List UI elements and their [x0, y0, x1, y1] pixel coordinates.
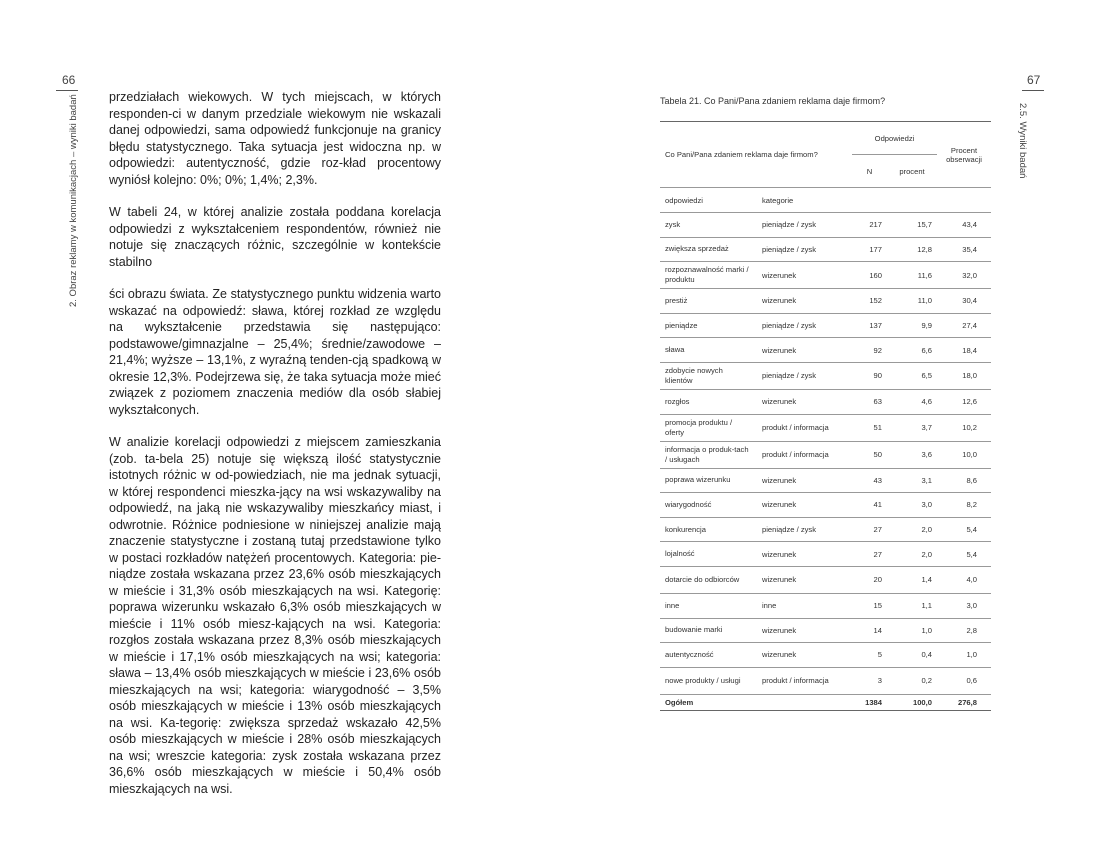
table-total-row: [660, 694, 991, 710]
row-category: produkt / informacja: [757, 667, 852, 694]
row-percent: 0,2: [887, 667, 937, 694]
row-n: 3: [852, 667, 887, 694]
row-percent: 12,8: [887, 237, 937, 262]
table-row: [660, 213, 991, 238]
left-body-text: [109, 89, 441, 813]
row-observation-percent: 0,6: [937, 667, 991, 694]
row-answer: zysk: [660, 213, 757, 238]
table-row: [660, 493, 991, 518]
row-n: 177: [852, 237, 887, 262]
row-category: wizerunek: [757, 468, 852, 493]
row-n: 92: [852, 338, 887, 363]
table-row: [660, 313, 991, 338]
total-observation-percent: 276,8: [937, 694, 991, 710]
table-row: [660, 338, 991, 363]
row-n: 41: [852, 493, 887, 518]
table-row: [660, 593, 991, 618]
obs-header: Procent obserwacji: [937, 122, 991, 188]
row-category: pieniądze / zysk: [757, 313, 852, 338]
category-col-label: kategorie: [757, 188, 852, 213]
row-observation-percent: 1,0: [937, 643, 991, 668]
row-category: wizerunek: [757, 643, 852, 668]
table-row: [660, 362, 991, 389]
row-percent: 2,0: [887, 542, 937, 567]
row-category: wizerunek: [757, 262, 852, 289]
row-observation-percent: 18,4: [937, 338, 991, 363]
row-answer: dotarcie do odbiorców: [660, 566, 757, 593]
row-percent: 3,7: [887, 414, 937, 441]
row-category: wizerunek: [757, 389, 852, 414]
table-row: [660, 566, 991, 593]
table-row: [660, 468, 991, 493]
row-category: produkt / informacja: [757, 441, 852, 468]
row-observation-percent: 18,0: [937, 362, 991, 389]
total-n: 1384: [852, 694, 887, 710]
row-percent: 1,1: [887, 593, 937, 618]
row-percent: 1,4: [887, 566, 937, 593]
row-observation-percent: 5,4: [937, 517, 991, 542]
row-n: 50: [852, 441, 887, 468]
running-head-right: 2.5. Wyniki badań: [1017, 103, 1028, 179]
row-observation-percent: 10,0: [937, 441, 991, 468]
row-n: 20: [852, 566, 887, 593]
table-header-row: [660, 122, 991, 155]
running-head-left: 2. Obraz reklamy w komunikacjach – wyniki badań: [68, 94, 79, 307]
row-answer: prestiż: [660, 289, 757, 314]
row-answer: poprawa wizerunku: [660, 468, 757, 493]
row-percent: 0,4: [887, 643, 937, 668]
row-percent: 11,0: [887, 289, 937, 314]
row-percent: 11,6: [887, 262, 937, 289]
table-caption: Tabela 21. Co Pani/Pana zdaniem reklama daje firmom?: [660, 96, 886, 106]
row-answer: rozgłos: [660, 389, 757, 414]
row-category: wizerunek: [757, 542, 852, 567]
table-row: [660, 618, 991, 643]
row-n: 15: [852, 593, 887, 618]
row-percent: 1,0: [887, 618, 937, 643]
row-category: pieniądze / zysk: [757, 517, 852, 542]
row-category: produkt / informacja: [757, 414, 852, 441]
row-percent: 9,9: [887, 313, 937, 338]
row-observation-percent: 3,0: [937, 593, 991, 618]
row-category: pieniądze / zysk: [757, 213, 852, 238]
row-observation-percent: 32,0: [937, 262, 991, 289]
paragraph: W analizie korelacji odpowiedzi z miejscem zamieszkania (zob. ta-bela 25) notuje się większą ilość statystycznie istotnych różnic w od-powiedziach, nie ma jednak sytuacji, w której respondenci mieszka-jący na wsi wskazywaliby na odpowiedź, na jaką nie wskazywaliby mieszkańcy miast, i odwrotnie. Różnice podniesione w niniejszej analizie mają znaczenie statystyczne i zostaną tutaj przedstawione tylko w postaci rozkładów natężeń procentowych. Kategoria: pie-niądze została wskazana przez 23,6% osób mieszkających w mieście i 31,3% osób mieszkających na wsi. Kategorię: poprawa wizerunku wskazało 6,3% osób mieszkających w mieście i 11% osób miesz-kających na wsi. Kategoria: rozgłos została wskazana przez 8,3% osób mieszkających w mieście i 17,1% osób mieszkających na wsi; kategoria: sława – 13,4% osób mieszkających w mieście i 23,6% osób mieszkających na wsi; kategoria: wiarygodność – 3,5% osób mieszkających w mieście i 13% osób mieszkających na wsi. Ka-tegorię: zwiększa sprzedaż wskazało 42,5% osób mieszkających w mieście i 28% osób mieszkających na wsi; wreszcie kategoria: zysk została wskazana przez 36,6% osób mieszkających w mieście i 50,4% osób mieszkających na wsi.: [109, 435, 441, 796]
row-answer: wiarygodność: [660, 493, 757, 518]
total-empty: [757, 694, 852, 710]
paragraph: W tabeli 24, w której analizie została poddana korelacja odpowiedzi z wykształceniem respondentów, również nie notuje się znaczących różnic, szczególnie w kontekście stabilno: [109, 205, 441, 269]
page-number-rule-right: [1022, 90, 1044, 91]
row-answer: nowe produkty / usługi: [660, 667, 757, 694]
row-percent: 3,1: [887, 468, 937, 493]
row-n: 51: [852, 414, 887, 441]
row-answer: lojalność: [660, 542, 757, 567]
row-observation-percent: 4,0: [937, 566, 991, 593]
row-observation-percent: 2,8: [937, 618, 991, 643]
column-label-row: [660, 188, 991, 213]
row-answer: budowanie marki: [660, 618, 757, 643]
row-percent: 3,0: [887, 493, 937, 518]
page-number-left: 66: [62, 73, 76, 87]
row-n: 27: [852, 542, 887, 567]
row-n: 43: [852, 468, 887, 493]
row-observation-percent: 35,4: [937, 237, 991, 262]
row-answer: rozpoznawalność marki / produktu: [660, 262, 757, 289]
table-row: [660, 542, 991, 567]
table-row: [660, 643, 991, 668]
row-category: wizerunek: [757, 289, 852, 314]
paragraph: przedziałach wiekowych. W tych miejscach, w których responden-ci w danym przedziale wiekowym nie wskazali danej odpowiedzi, sama odpowiedź funkcjonuje na granicy błędu statystycznego. Taka sytuacja jest widoczna np. w odpowiedzi: autentyczność, gdzie roz-kład procentowy wyniósł kolejno: 0%; 0%; 1,4%; 2,3%.: [109, 90, 441, 187]
row-n: 63: [852, 389, 887, 414]
row-observation-percent: 30,4: [937, 289, 991, 314]
row-n: 217: [852, 213, 887, 238]
table-row: [660, 517, 991, 542]
row-answer: autentyczność: [660, 643, 757, 668]
row-n: 152: [852, 289, 887, 314]
row-answer: zdobycie nowych klientów: [660, 362, 757, 389]
row-category: wizerunek: [757, 338, 852, 363]
row-observation-percent: 8,2: [937, 493, 991, 518]
row-n: 137: [852, 313, 887, 338]
row-n: 5: [852, 643, 887, 668]
row-answer: informacja o produk-tach / usługach: [660, 441, 757, 468]
row-observation-percent: 8,6: [937, 468, 991, 493]
row-answer: promocja produktu / oferty: [660, 414, 757, 441]
row-n: 90: [852, 362, 887, 389]
row-answer: zwiększa sprzedaż: [660, 237, 757, 262]
table-row: [660, 262, 991, 289]
group-header: Odpowiedzi: [852, 122, 937, 155]
table-row: [660, 289, 991, 314]
row-n: 160: [852, 262, 887, 289]
table-row: [660, 441, 991, 468]
table-row: [660, 389, 991, 414]
table-row: [660, 237, 991, 262]
row-percent: 6,6: [887, 338, 937, 363]
row-observation-percent: 5,4: [937, 542, 991, 567]
question-header: Co Pani/Pana zdaniem reklama daje firmom?: [660, 122, 852, 188]
row-category: wizerunek: [757, 493, 852, 518]
page-number-right: 67: [1027, 73, 1041, 87]
row-n: 14: [852, 618, 887, 643]
row-answer: konkurencja: [660, 517, 757, 542]
row-observation-percent: 12,6: [937, 389, 991, 414]
answer-col-label: odpowiedzi: [660, 188, 757, 213]
row-percent: 3,6: [887, 441, 937, 468]
table-row: [660, 414, 991, 441]
row-category: wizerunek: [757, 566, 852, 593]
results-table: [660, 121, 991, 711]
n-header: N: [852, 155, 887, 188]
table-row: [660, 667, 991, 694]
row-category: pieniądze / zysk: [757, 237, 852, 262]
row-percent: 2,0: [887, 517, 937, 542]
total-percent: 100,0: [887, 694, 937, 710]
row-percent: 4,6: [887, 389, 937, 414]
row-observation-percent: 27,4: [937, 313, 991, 338]
row-answer: sława: [660, 338, 757, 363]
row-percent: 15,7: [887, 213, 937, 238]
row-category: wizerunek: [757, 618, 852, 643]
row-observation-percent: 43,4: [937, 213, 991, 238]
row-n: 27: [852, 517, 887, 542]
page-number-rule-left: [56, 90, 78, 91]
pct-header: procent: [887, 155, 937, 188]
row-percent: 6,5: [887, 362, 937, 389]
row-answer: pieniądze: [660, 313, 757, 338]
row-category: inne: [757, 593, 852, 618]
row-observation-percent: 10,2: [937, 414, 991, 441]
row-category: pieniądze / zysk: [757, 362, 852, 389]
row-answer: inne: [660, 593, 757, 618]
total-label: Ogółem: [660, 694, 757, 710]
paragraph: ści obrazu świata. Ze statystycznego punktu widzenia warto wskazać na odpowiedź: sława, której rozkład ze względu na wykształcenie przedstawia się następująco: podstawowe/gimnazjalne – 25,4%; średnie/zawodowe – 21,4%; wyższe – 13,1%, z wyraźną tenden-cją spadkową w okresie 12,3%. Podejrzewa się, że taka sytuacja może mieć związek z poziomem znaczenia mediów dla osób słabiej wykształconych.: [109, 287, 441, 417]
